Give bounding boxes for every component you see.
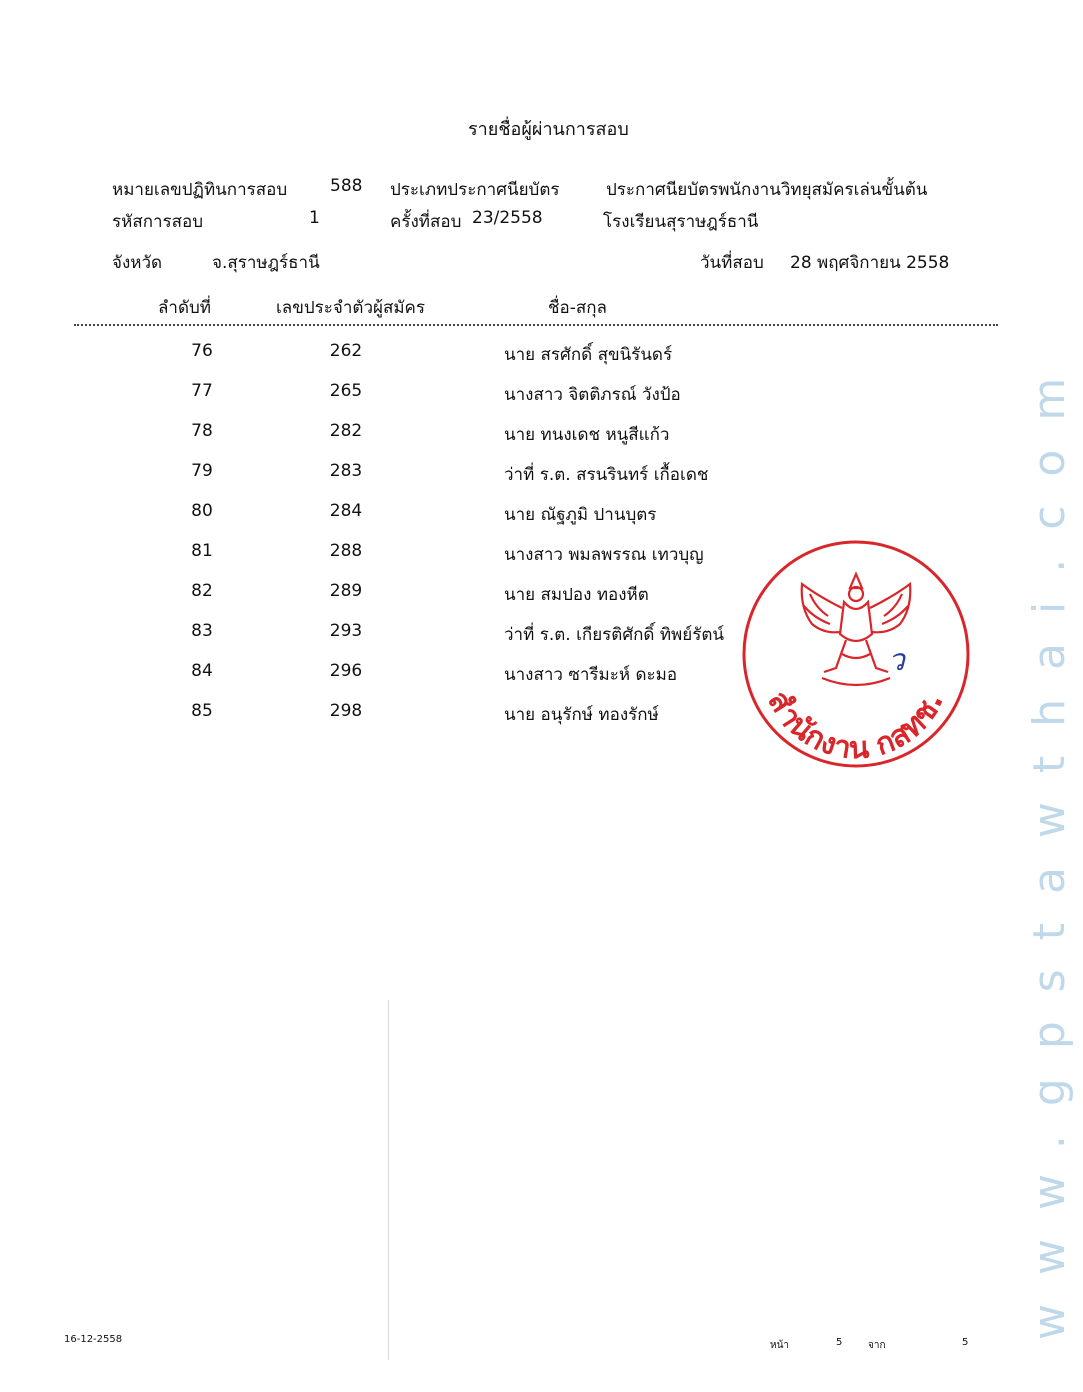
official-stamp — [738, 536, 974, 772]
row-full-name: นาย สมปอง ทองหีต — [504, 585, 649, 605]
row-applicant-id: 265 — [329, 381, 363, 401]
exam-calendar-label: หมายเลขปฏิทินการสอบ — [112, 180, 288, 200]
row-full-name: นางสาว จิตติภรณ์ วังป้อ — [504, 385, 681, 405]
stamp-text: สำนักงาน กสทช. — [760, 684, 951, 767]
column-header-no: ลำดับที่ — [158, 298, 212, 318]
row-number: 80 — [191, 501, 213, 521]
row-applicant-id: 296 — [329, 661, 363, 681]
of-label: จาก — [868, 1340, 886, 1351]
website-watermark — [1012, 40, 1083, 1360]
row-full-name: นางสาว พมลพรรณ เทวบุญ — [504, 545, 704, 565]
page-total: 5 — [962, 1337, 969, 1348]
exam-round-label: ครั้งที่สอบ — [390, 212, 462, 232]
row-applicant-id: 283 — [329, 461, 363, 481]
row-number: 78 — [191, 421, 213, 441]
page-title: รายชื่อผู้ผ่านการสอบ — [468, 119, 629, 140]
row-applicant-id: 284 — [329, 501, 363, 521]
print-date: 16-12-2558 — [64, 1334, 123, 1345]
row-applicant-id: 262 — [329, 341, 363, 361]
row-number: 82 — [191, 581, 213, 601]
row-full-name: ว่าที่ ร.ต. เกียรติศักดิ์ ทิพย์รัตน์ — [504, 625, 725, 645]
row-applicant-id: 282 — [329, 421, 363, 441]
exam-date-label: วันที่สอบ — [700, 253, 764, 273]
row-applicant-id: 293 — [329, 621, 363, 641]
column-header-full-name: ชื่อ-สกุล — [548, 298, 607, 318]
dotted-divider — [74, 324, 998, 326]
table-row — [0, 461, 1083, 501]
cert-type-label: ประเภทประกาศนียบัตร — [390, 180, 560, 200]
cert-type-value: ประกาศนียบัตรพนักงานวิทยุสมัครเล่นขั้นต้น — [606, 180, 928, 200]
row-full-name: นาย สรศักดิ์ สุขนิรันดร์ — [504, 345, 673, 365]
row-number: 84 — [191, 661, 213, 681]
row-full-name: นางสาว ซารีมะห์ ดะมอ — [504, 665, 678, 685]
row-applicant-id: 298 — [329, 701, 363, 721]
row-number: 77 — [191, 381, 213, 401]
table-row — [0, 381, 1083, 421]
exam-code-label: รหัสการสอบ — [112, 212, 204, 232]
row-full-name: นาย ทนงเดช หนูสีแก้ว — [504, 425, 670, 445]
row-full-name: ว่าที่ ร.ต. สรนรินทร์ เกื้อเดช — [504, 465, 709, 485]
row-applicant-id: 288 — [329, 541, 363, 561]
exam-calendar-value: 588 — [330, 176, 363, 196]
exam-date-value: 28 พฤศจิกายน 2558 — [790, 253, 950, 273]
province-value: จ.สุราษฎร์ธานี — [212, 253, 320, 273]
table-row — [0, 421, 1083, 461]
province-label: จังหวัด — [112, 253, 163, 273]
svg-text:www.gpstawthai.com: www.gpstawthai.com — [1024, 348, 1075, 1340]
table-row — [0, 341, 1083, 381]
row-number: 83 — [191, 621, 213, 641]
row-number: 85 — [191, 701, 213, 721]
column-header-applicant-id: เลขประจำตัวผู้สมัคร — [276, 298, 426, 318]
page-label: หน้า — [770, 1340, 790, 1351]
row-number: 76 — [191, 341, 213, 361]
row-full-name: นาย อนุรักษ์ ทองรักษ์ — [504, 705, 659, 725]
scan-artifact-line — [388, 1000, 389, 1360]
row-applicant-id: 289 — [329, 581, 363, 601]
exam-code-value: 1 — [309, 208, 320, 228]
venue: โรงเรียนสุราษฎร์ธานี — [603, 212, 759, 232]
table-row — [0, 501, 1083, 541]
page-current: 5 — [836, 1337, 843, 1348]
exam-round-value: 23/2558 — [472, 208, 543, 228]
row-full-name: นาย ณัฐภูมิ ปานบุตร — [504, 505, 657, 525]
row-number: 81 — [191, 541, 213, 561]
signature-mark: ว — [888, 643, 905, 678]
row-number: 79 — [191, 461, 213, 481]
